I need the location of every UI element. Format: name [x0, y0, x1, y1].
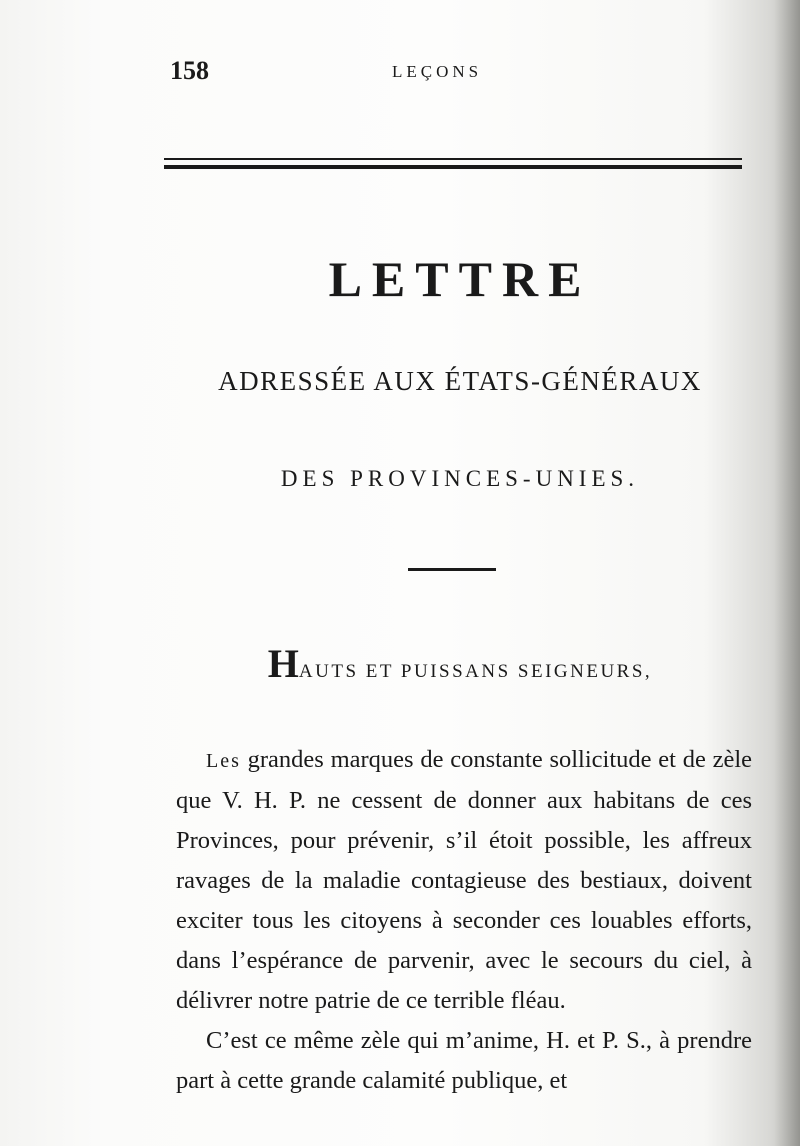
running-header — [170, 56, 740, 86]
paragraph-1-text: grandes marques de constante sollicitude et de zèle que V. H. P. ne cessent de donner aux habitans de ces Provinces, pour prévenir, s’il étoit possible, les affreux ravages de la maladie contagieuse des bestiaux, doivent exciter tous les citoyens à seconder ces louables efforts, dans l’espérance de parvenir, avec le secours du ciel, à délivrer notre patrie de ce terrible fléau. — [176, 746, 752, 1014]
header-rule-thick — [164, 165, 742, 169]
letter-heading: LETTRE — [328, 251, 592, 307]
paragraph-1-lead: Les — [206, 750, 241, 772]
salutation-initial: H — [267, 641, 299, 686]
header-rule-thin — [164, 158, 742, 160]
running-title: LEÇONS — [392, 62, 483, 81]
salutation — [160, 640, 760, 687]
letter-subheading-provinces: DES PROVINCES-UNIES. — [280, 466, 640, 491]
salutation-rest: AUTS ET PUISSANS SEIGNEURS, — [298, 661, 653, 682]
page-edge-shadow — [774, 0, 800, 1146]
letter-subheading-recipient: ADRESSÉE AUX ÉTATS-GÉNÉRAUX — [218, 366, 702, 396]
letter-body — [176, 740, 752, 1101]
show-through-text — [150, 92, 750, 206]
section-divider — [408, 568, 496, 571]
paragraph-1 — [176, 740, 752, 1021]
paragraph-2: C’est ce même zèle qui m’anime, H. et P. S., à prendre part à cette grande calamité publique, et — [176, 1027, 752, 1094]
page-number: 158 — [170, 56, 209, 85]
